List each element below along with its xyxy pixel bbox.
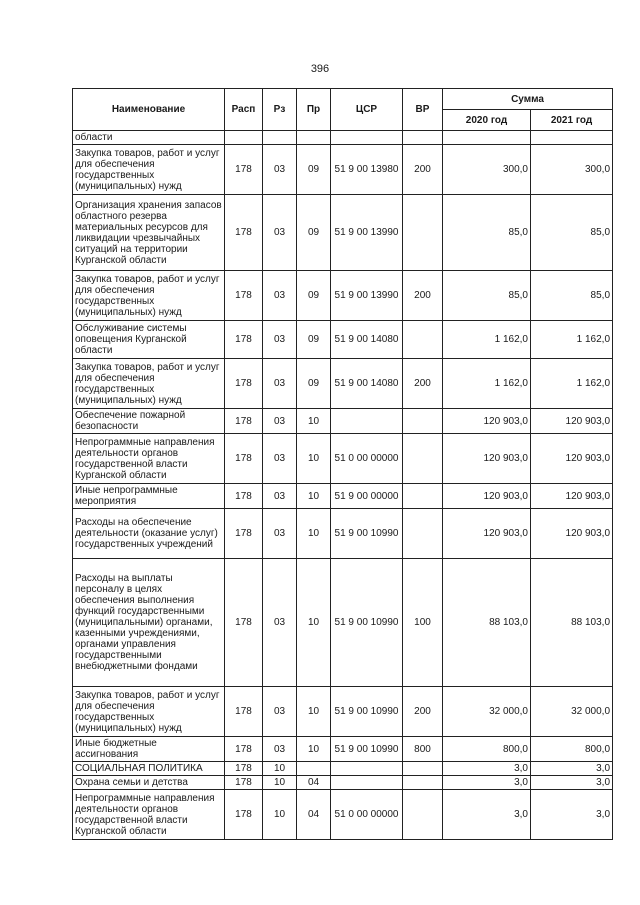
cell-rasp: 178 <box>225 409 263 434</box>
table-row <box>73 762 613 776</box>
cell-csr: 51 9 00 00000 <box>331 484 403 509</box>
header-sum: Сумма <box>443 89 613 110</box>
cell-sum-2021: 3,0 <box>531 776 613 790</box>
cell-vr <box>403 509 443 559</box>
cell-sum-2020: 3,0 <box>443 776 531 790</box>
cell-rasp: 178 <box>225 559 263 687</box>
cell-pr <box>297 762 331 776</box>
page-number: 396 <box>310 63 330 75</box>
cell-vr: 100 <box>403 559 443 687</box>
cell-sum-2021: 85,0 <box>531 271 613 321</box>
cell-csr: 51 9 00 13990 <box>331 271 403 321</box>
cell-name: Иные бюджетные ассигнования <box>73 737 225 762</box>
cell-rasp: 178 <box>225 195 263 271</box>
cell-rasp: 178 <box>225 484 263 509</box>
cell-sum-2020 <box>443 131 531 145</box>
cell-vr: 200 <box>403 271 443 321</box>
table-row <box>73 409 613 434</box>
cell-rz: 03 <box>263 509 297 559</box>
cell-sum-2021: 3,0 <box>531 790 613 840</box>
cell-csr: 51 9 00 14080 <box>331 359 403 409</box>
cell-rasp: 178 <box>225 321 263 359</box>
cell-name: Охрана семьи и детства <box>73 776 225 790</box>
cell-sum-2020: 3,0 <box>443 790 531 840</box>
cell-sum-2020: 120 903,0 <box>443 484 531 509</box>
header-pr: Пр <box>297 89 331 131</box>
cell-rasp: 178 <box>225 776 263 790</box>
cell-vr <box>403 776 443 790</box>
cell-rz: 10 <box>263 762 297 776</box>
cell-pr: 09 <box>297 145 331 195</box>
cell-sum-2021: 32 000,0 <box>531 687 613 737</box>
cell-csr <box>331 776 403 790</box>
table-row <box>73 687 613 737</box>
cell-vr <box>403 484 443 509</box>
cell-csr <box>331 409 403 434</box>
cell-rz: 10 <box>263 776 297 790</box>
cell-name: Организация хранения запасов областного резерва материальных ресурсов для ликвидации чрезвычайных ситуаций на территории Курганской области <box>73 195 225 271</box>
table-row <box>73 195 613 271</box>
cell-vr <box>403 195 443 271</box>
cell-rz <box>263 131 297 145</box>
cell-pr: 10 <box>297 434 331 484</box>
cell-rz: 03 <box>263 484 297 509</box>
cell-vr <box>403 790 443 840</box>
cell-vr: 800 <box>403 737 443 762</box>
cell-sum-2021: 800,0 <box>531 737 613 762</box>
cell-pr: 04 <box>297 790 331 840</box>
cell-sum-2021: 1 162,0 <box>531 359 613 409</box>
table-row <box>73 271 613 321</box>
cell-csr: 51 9 00 10990 <box>331 509 403 559</box>
cell-name: Непрограммные направления деятельности органов государственной власти Курганской области <box>73 790 225 840</box>
cell-pr: 10 <box>297 687 331 737</box>
cell-rz: 03 <box>263 737 297 762</box>
cell-vr <box>403 321 443 359</box>
cell-name: Иные непрограммные мероприятия <box>73 484 225 509</box>
header-year-2020: 2020 год <box>443 110 531 131</box>
cell-vr <box>403 434 443 484</box>
cell-rz: 03 <box>263 559 297 687</box>
cell-sum-2020: 32 000,0 <box>443 687 531 737</box>
cell-csr <box>331 131 403 145</box>
table-row <box>73 776 613 790</box>
cell-pr: 10 <box>297 409 331 434</box>
cell-rz: 10 <box>263 790 297 840</box>
cell-rasp: 178 <box>225 434 263 484</box>
cell-sum-2021: 300,0 <box>531 145 613 195</box>
cell-sum-2021: 120 903,0 <box>531 509 613 559</box>
cell-name: Закупка товаров, работ и услуг для обеспечения государственных (муниципальных) нужд <box>73 687 225 737</box>
cell-pr: 09 <box>297 271 331 321</box>
cell-vr: 200 <box>403 359 443 409</box>
table-body <box>73 131 613 840</box>
cell-name: Расходы на обеспечение деятельности (оказание услуг) государственных учреждений <box>73 509 225 559</box>
cell-rz: 03 <box>263 195 297 271</box>
cell-sum-2020: 800,0 <box>443 737 531 762</box>
header-csr: ЦСР <box>331 89 403 131</box>
cell-name: области <box>73 131 225 145</box>
header-year-2021: 2021 год <box>531 110 613 131</box>
cell-rz: 03 <box>263 409 297 434</box>
cell-name: Расходы на выплаты персоналу в целях обеспечения выполнения функций государственными (муниципальными) органами, казенными учреждениями, органами управления государственными внебюджетными фондами <box>73 559 225 687</box>
cell-rasp: 178 <box>225 790 263 840</box>
table-row <box>73 559 613 687</box>
cell-sum-2020: 120 903,0 <box>443 434 531 484</box>
cell-sum-2021: 120 903,0 <box>531 409 613 434</box>
cell-vr: 200 <box>403 145 443 195</box>
header-rasp: Расп <box>225 89 263 131</box>
cell-csr: 51 0 00 00000 <box>331 790 403 840</box>
cell-pr: 10 <box>297 559 331 687</box>
table-row <box>73 737 613 762</box>
cell-rasp: 178 <box>225 509 263 559</box>
cell-rasp: 178 <box>225 737 263 762</box>
cell-rasp: 178 <box>225 359 263 409</box>
cell-sum-2020: 85,0 <box>443 271 531 321</box>
table-row <box>73 145 613 195</box>
cell-name: Обслуживание системы оповещения Курганской области <box>73 321 225 359</box>
cell-csr: 51 9 00 10990 <box>331 737 403 762</box>
cell-pr: 09 <box>297 195 331 271</box>
cell-csr: 51 9 00 10990 <box>331 687 403 737</box>
cell-sum-2020: 88 103,0 <box>443 559 531 687</box>
cell-pr: 10 <box>297 509 331 559</box>
cell-pr <box>297 131 331 145</box>
cell-pr: 10 <box>297 737 331 762</box>
cell-sum-2021: 1 162,0 <box>531 321 613 359</box>
cell-name: Закупка товаров, работ и услуг для обеспечения государственных (муниципальных) нужд <box>73 359 225 409</box>
cell-rasp: 178 <box>225 145 263 195</box>
table-row <box>73 321 613 359</box>
cell-rasp <box>225 131 263 145</box>
cell-pr: 10 <box>297 484 331 509</box>
cell-csr: 51 9 00 13980 <box>331 145 403 195</box>
header-vr: ВР <box>403 89 443 131</box>
cell-sum-2020: 300,0 <box>443 145 531 195</box>
cell-pr: 09 <box>297 359 331 409</box>
budget-table <box>72 88 613 840</box>
cell-sum-2020: 120 903,0 <box>443 509 531 559</box>
cell-vr <box>403 131 443 145</box>
cell-name: СОЦИАЛЬНАЯ ПОЛИТИКА <box>73 762 225 776</box>
header-name: Наименование <box>73 89 225 131</box>
cell-sum-2020: 85,0 <box>443 195 531 271</box>
cell-sum-2021: 3,0 <box>531 762 613 776</box>
cell-csr: 51 9 00 13990 <box>331 195 403 271</box>
cell-name: Закупка товаров, работ и услуг для обеспечения государственных (муниципальных) нужд <box>73 145 225 195</box>
cell-rz: 03 <box>263 321 297 359</box>
cell-sum-2021: 120 903,0 <box>531 434 613 484</box>
cell-sum-2020: 1 162,0 <box>443 359 531 409</box>
header-rz: Рз <box>263 89 297 131</box>
table-row <box>73 434 613 484</box>
cell-name: Обеспечение пожарной безопасности <box>73 409 225 434</box>
cell-rasp: 178 <box>225 762 263 776</box>
cell-pr: 09 <box>297 321 331 359</box>
table-row <box>73 131 613 145</box>
cell-pr: 04 <box>297 776 331 790</box>
cell-vr <box>403 762 443 776</box>
cell-rasp: 178 <box>225 687 263 737</box>
cell-rz: 03 <box>263 687 297 737</box>
table-row <box>73 790 613 840</box>
cell-sum-2021 <box>531 131 613 145</box>
cell-sum-2020: 3,0 <box>443 762 531 776</box>
cell-vr: 200 <box>403 687 443 737</box>
cell-rz: 03 <box>263 145 297 195</box>
cell-csr: 51 0 00 00000 <box>331 434 403 484</box>
cell-name: Закупка товаров, работ и услуг для обеспечения государственных (муниципальных) нужд <box>73 271 225 321</box>
cell-sum-2021: 120 903,0 <box>531 484 613 509</box>
cell-csr: 51 9 00 10990 <box>331 559 403 687</box>
cell-rz: 03 <box>263 271 297 321</box>
cell-name: Непрограммные направления деятельности органов государственной власти Курганской области <box>73 434 225 484</box>
table-row <box>73 509 613 559</box>
cell-sum-2021: 88 103,0 <box>531 559 613 687</box>
cell-rz: 03 <box>263 359 297 409</box>
cell-rasp: 178 <box>225 271 263 321</box>
table-row <box>73 359 613 409</box>
cell-csr: 51 9 00 14080 <box>331 321 403 359</box>
cell-csr <box>331 762 403 776</box>
table-row <box>73 484 613 509</box>
cell-rz: 03 <box>263 434 297 484</box>
cell-sum-2021: 85,0 <box>531 195 613 271</box>
cell-vr <box>403 409 443 434</box>
cell-sum-2020: 1 162,0 <box>443 321 531 359</box>
cell-sum-2020: 120 903,0 <box>443 409 531 434</box>
